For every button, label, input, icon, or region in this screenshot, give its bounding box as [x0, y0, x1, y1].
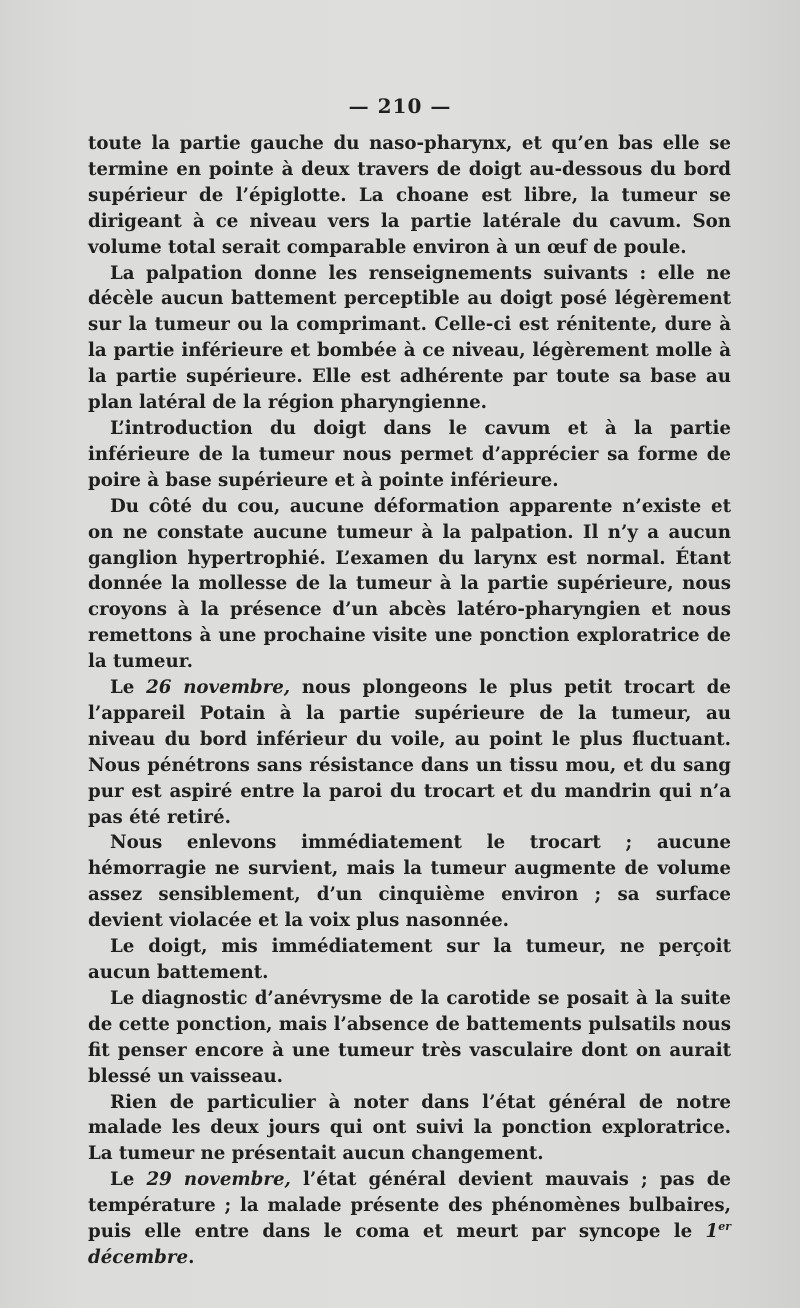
paragraph: Du côté du cou, aucune déformation apparente n’existe et on ne constate aucune tumeur à la palpation. Il n’y a aucun ganglion hypertrophié. L’examen du larynx est normal. Étant donnée la mollesse de la tumeur à la partie supérieure, nous croyons à la présence d’un abcès latéro-pharyngien et nous remettons à une prochaine visite une ponction exploratrice de la tumeur. — [88, 495, 731, 673]
date-day: 1 — [705, 1221, 719, 1243]
paragraph: L’introduction du doigt dans le cavum et à la partie inférieure de la tumeur nous permet d’apprécier sa forme de poire à base supérieure et à pointe inférieure. — [88, 417, 731, 491]
paragraph — [88, 1167, 731, 1271]
paragraph: Rien de particulier à noter dans l’état général de notre malade les deux jours qui ont suivi la ponction exploratrice. La tumeur ne présentait aucun changement. — [88, 1091, 731, 1165]
paragraph: La palpation donne les renseignements suivants : elle ne décèle aucun battement perceptible au doigt posé légèrement sur la tumeur ou la comprimant. Celle-ci est rénitente, dure à la partie inférieure et bombée à ce niveau, légèrement molle à la partie supérieure. Elle est adhérente par toute sa base au plan latéral de la région pharyngienne. — [88, 262, 731, 414]
body-text — [88, 131, 731, 1271]
paragraph: Le diagnostic d’anévrysme de la carotide se posait à la suite de cette ponction, mais l’absence de battements pulsatils nous fit penser encore à une tumeur très vasculaire dont on aurait blessé un vaisseau. — [88, 987, 731, 1087]
paragraph — [88, 675, 731, 830]
paragraph: Le doigt, mis immédiatement sur la tumeur, ne perçoit aucun battement. — [88, 936, 731, 983]
text-run: l’état général devient mauvais ; pas de température ; la malade présente des phénomènes bulbaires, puis elle entre dans le coma et meurt par syncope le — [88, 1169, 731, 1243]
text-run: . — [188, 1246, 195, 1268]
page-number: — 210 — — [348, 94, 452, 118]
text-run: nous plongeons le plus petit trocart de l’appareil Potain à la partie supérieure de la tumeur, au niveau du bord inférieur du voile, au point le plus fluctuant. Nous pénétrons sans résistance dans un tissu mou, et du sang pur est aspiré entre la paroi du trocart et du mandrin qui n’a pas été retiré. — [88, 677, 731, 828]
ordinal-suffix: er — [718, 1220, 731, 1233]
date-italic: 29 novembre, — [146, 1169, 291, 1191]
date-italic: 26 novembre, — [146, 677, 291, 699]
paragraph: Nous enlevons immédiatement le trocart ; aucune hémorragie ne survient, mais la tumeur augmente de volume assez sensiblement, d’un cinquième environ ; sa surface devient violacée et la voix plus nasonnée. — [88, 832, 731, 932]
text-run: Le — [110, 1169, 147, 1191]
paragraph: toute la partie gauche du naso-pharynx, et qu’en bas elle se termine en pointe à deux travers de doigt au-dessous du bord supérieur de l’épiglotte. La choane est libre, la tumeur se dirigeant à ce niveau vers la partie latérale du cavum. Son volume total serait comparable environ à un œuf de poule. — [88, 133, 731, 258]
date-month: décembre — [88, 1246, 189, 1268]
text-run: Le — [110, 677, 147, 699]
